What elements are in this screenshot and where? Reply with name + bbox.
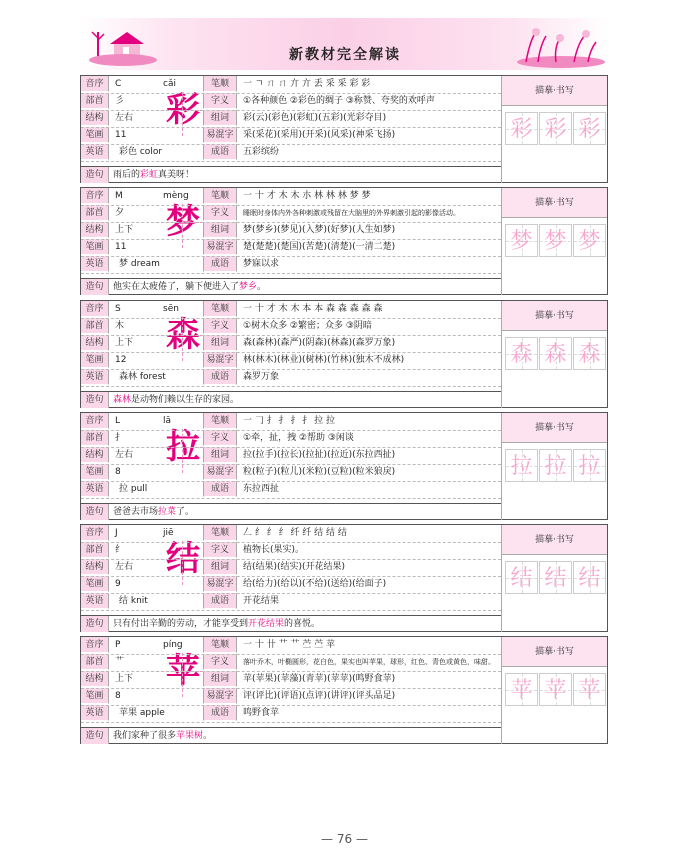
row-separator — [81, 273, 501, 274]
example-sentence-row — [81, 615, 501, 632]
label-bushou: 部首 — [81, 430, 109, 446]
label-bishun: 笔顺 — [203, 525, 237, 541]
tianzi-guide-v — [182, 204, 183, 248]
label-bihua: 笔画 — [81, 127, 109, 143]
trace-practice-cell[interactable] — [539, 673, 572, 706]
row-separator — [81, 386, 501, 387]
jiegou-value: 上下 — [115, 338, 134, 348]
chengyu-value: 五彩缤纷 — [243, 147, 280, 157]
row-separator — [81, 205, 501, 206]
tianzi-guide-v — [182, 429, 183, 473]
bishun-value: 一 十 才 木 木 朩 林 林 林 梦 梦 — [243, 191, 371, 201]
sentence-part: 我们家种了很多 — [113, 731, 177, 741]
label-chengyu: 成语 — [203, 481, 237, 497]
yihunzi-value: 采(采花)(采用)(开采)(风采)(神采飞扬) — [243, 130, 396, 140]
row-separator — [81, 576, 501, 577]
row-separator — [81, 127, 501, 128]
trace-practice-cell[interactable] — [505, 673, 538, 706]
tianzi-guide-v — [182, 317, 183, 361]
label-yinxu: 音序 — [81, 525, 109, 541]
trace-practice-cell[interactable] — [505, 224, 538, 257]
pinyin-value: mèng — [163, 191, 189, 201]
trace-heading: 描摹·书写 — [502, 76, 607, 106]
row-separator — [81, 593, 501, 594]
label-chengyu: 成语 — [203, 705, 237, 721]
trace-character: 彩 — [544, 117, 567, 142]
sentence-part: 了。 — [176, 507, 195, 517]
bishun-value: 一 𠃌 扌 扌 扌 扌 拉 拉 — [243, 416, 336, 426]
chengyu-value: 鸣野食苹 — [243, 708, 280, 718]
sentence-part: 的喜悦。 — [284, 619, 321, 629]
example-sentence — [113, 392, 239, 408]
yinxu-value: C — [115, 79, 122, 89]
label-chengyu: 成语 — [203, 256, 237, 272]
character-entry — [80, 412, 608, 520]
pinyin-value: jiē — [163, 528, 174, 538]
yinxu-value: P — [115, 640, 121, 650]
ziyi-value: 睡眠时身体内外各种刺激或残留在大脑里的外界刺激引起的影像活动。 — [243, 209, 460, 217]
label-zuci: 组词 — [203, 110, 237, 126]
pinyin-value: sēn — [163, 304, 179, 314]
zuci-value: 森(森林)(森严)(阴森)(林森)(森罗万象) — [243, 338, 396, 348]
sentence-part: 他实在太疲倦了，躺下便进入了 — [113, 282, 240, 292]
ziyi-value: 植物长(果实)。 — [243, 545, 305, 555]
sentence-highlight: 拉菜 — [158, 507, 177, 517]
row-separator — [81, 430, 501, 431]
row-separator — [81, 610, 501, 611]
main-character: 森 — [166, 315, 200, 355]
label-jiegou: 结构 — [81, 222, 109, 238]
jiegou-value: 上下 — [115, 674, 134, 684]
label-yingyu: 英语 — [81, 256, 109, 272]
example-sentence-row — [81, 166, 501, 183]
label-yingyu: 英语 — [81, 481, 109, 497]
label-ziyi: 字义 — [203, 542, 237, 558]
bushou-value: 彡 — [115, 96, 125, 106]
trace-practice-cell[interactable] — [573, 449, 606, 482]
label-bushou: 部首 — [81, 542, 109, 558]
zuci-value: 彩(云)(彩色)(彩虹)(五彩)(光彩夺目) — [243, 113, 387, 123]
label-yihunzi: 易混字 — [203, 127, 237, 143]
character-entry — [80, 187, 608, 295]
english-value: 结 knit — [119, 596, 148, 606]
trace-character: 森 — [510, 342, 533, 367]
label-zuci: 组词 — [203, 222, 237, 238]
sentence-part: 。 — [203, 731, 213, 741]
row-separator — [81, 335, 501, 336]
trace-practice-cell[interactable] — [539, 561, 572, 594]
trace-heading: 描摹·书写 — [502, 188, 607, 218]
bihua-value: 11 — [115, 242, 127, 252]
chengyu-value: 开花结果 — [243, 596, 280, 606]
label-zaoju: 造句 — [81, 279, 109, 295]
pinyin-value: lā — [163, 416, 172, 426]
example-sentence-row — [81, 391, 501, 408]
row-separator — [81, 161, 501, 162]
bishun-value: 一 十 卄 艹 艹 苎 苎 苹 — [243, 640, 336, 650]
label-chengyu: 成语 — [203, 369, 237, 385]
label-bihua: 笔画 — [81, 688, 109, 704]
row-separator — [81, 110, 501, 111]
example-sentence — [113, 504, 194, 520]
trace-character: 结 — [544, 566, 567, 591]
label-yinxu: 音序 — [81, 188, 109, 204]
yihunzi-value: 粒(粒子)(粒儿)(米粒)(豆粒)(粒米狼戾) — [243, 467, 396, 477]
label-ziyi: 字义 — [203, 318, 237, 334]
zuci-value: 苹(苹果)(苹藻)(青苹)(苹苹)(鸣野食苹) — [243, 674, 396, 684]
bihua-value: 9 — [115, 579, 121, 589]
row-separator — [81, 654, 501, 655]
sentence-part: 是动物们赖以生存的家园。 — [131, 395, 240, 405]
label-bishun: 笔顺 — [203, 301, 237, 317]
label-bihua: 笔画 — [81, 239, 109, 255]
sentence-part: 爸爸去市场 — [113, 507, 159, 517]
label-yihunzi: 易混字 — [203, 576, 237, 592]
label-yihunzi: 易混字 — [203, 688, 237, 704]
trace-character: 森 — [544, 342, 567, 367]
row-separator — [81, 688, 501, 689]
label-chengyu: 成语 — [203, 144, 237, 160]
trace-character: 苹 — [578, 678, 601, 703]
main-character: 拉 — [166, 427, 200, 467]
label-yingyu: 英语 — [81, 144, 109, 160]
trace-character: 彩 — [578, 117, 601, 142]
bushou-value: 夕 — [115, 208, 125, 218]
label-yingyu: 英语 — [81, 369, 109, 385]
label-bihua: 笔画 — [81, 576, 109, 592]
example-sentence — [113, 728, 212, 744]
yihunzi-value: 林(林木)(林业)(树林)(竹林)(独木不成林) — [243, 355, 405, 365]
ziyi-value: ①各种颜色 ②彩色的绸子 ③称赞、夸奖的欢呼声 — [243, 96, 435, 106]
sentence-highlight: 开花结果 — [248, 619, 285, 629]
row-separator — [81, 722, 501, 723]
sentence-highlight: 梦乡 — [239, 282, 258, 292]
row-separator — [81, 671, 501, 672]
label-jiegou: 结构 — [81, 559, 109, 575]
character-entry — [80, 75, 608, 183]
trace-heading: 描摹·书写 — [502, 637, 607, 667]
label-bushou: 部首 — [81, 654, 109, 670]
yinxu-value: J — [115, 528, 118, 538]
jiegou-value: 左右 — [115, 562, 134, 572]
row-separator — [81, 93, 501, 94]
yinxu-value: L — [115, 416, 121, 426]
trace-practice-cell[interactable] — [539, 337, 572, 370]
tianzi-guide-v — [182, 653, 183, 697]
trace-character: 结 — [578, 566, 601, 591]
label-bishun: 笔顺 — [203, 188, 237, 204]
jiegou-value: 左右 — [115, 113, 134, 123]
yihunzi-value: 评(评比)(评语)(点评)(讲评)(评头品足) — [243, 691, 396, 701]
english-value: 苹果 apple — [119, 708, 165, 718]
label-zuci: 组词 — [203, 671, 237, 687]
label-bishun: 笔顺 — [203, 76, 237, 92]
tianzi-guide-v — [182, 92, 183, 136]
sentence-part: 雨后的 — [113, 170, 141, 180]
chengyu-value: 森罗万象 — [243, 372, 280, 382]
example-sentence — [113, 167, 194, 183]
label-zaoju: 造句 — [81, 504, 109, 520]
row-separator — [81, 222, 501, 223]
label-bihua: 笔画 — [81, 464, 109, 480]
english-value: 拉 pull — [119, 484, 148, 494]
zuci-value: 拉(拉手)(拉长)(拉扯)(拉近)(东拉西扯) — [243, 450, 396, 460]
english-value: 梦 dream — [119, 259, 160, 269]
ziyi-value: ①牵，扯，拽 ②帮助 ③闲谈 — [243, 433, 354, 443]
label-zaoju: 造句 — [81, 728, 109, 744]
bihua-value: 8 — [115, 691, 121, 701]
label-yihunzi: 易混字 — [203, 352, 237, 368]
trace-practice-cell[interactable] — [505, 561, 538, 594]
zuci-value: 梦(梦乡)(梦见)(入梦)(好梦)(人生如梦) — [243, 225, 396, 235]
row-separator — [81, 369, 501, 370]
label-yinxu: 音序 — [81, 76, 109, 92]
trace-character: 苹 — [544, 678, 567, 703]
label-zuci: 组词 — [203, 447, 237, 463]
zuci-value: 结(结果)(结实)(开花结果) — [243, 562, 346, 572]
example-sentence-row — [81, 278, 501, 295]
label-bushou: 部首 — [81, 318, 109, 334]
bihua-value: 8 — [115, 467, 121, 477]
bihua-value: 12 — [115, 355, 127, 365]
row-separator — [81, 239, 501, 240]
trace-heading: 描摹·书写 — [502, 413, 607, 443]
book-title: 新教材完全解读 — [289, 47, 401, 63]
label-bihua: 笔画 — [81, 352, 109, 368]
trace-character: 梦 — [510, 229, 533, 254]
label-yingyu: 英语 — [81, 593, 109, 609]
label-yinxu: 音序 — [81, 413, 109, 429]
bushou-value: 木 — [115, 321, 125, 331]
row-separator — [81, 481, 501, 482]
row-separator — [81, 144, 501, 145]
chengyu-value: 东拉西扯 — [243, 484, 280, 494]
trace-character: 森 — [578, 342, 601, 367]
bihua-value: 11 — [115, 130, 127, 140]
example-sentence — [113, 616, 320, 632]
label-bushou: 部首 — [81, 205, 109, 221]
row-separator — [81, 542, 501, 543]
label-zaoju: 造句 — [81, 392, 109, 408]
row-separator — [81, 559, 501, 560]
trace-character: 苹 — [510, 678, 533, 703]
tianzi-guide-v — [182, 541, 183, 585]
row-separator — [81, 705, 501, 706]
yinxu-value: M — [115, 191, 123, 201]
trace-character: 拉 — [544, 454, 567, 479]
label-bishun: 笔顺 — [203, 413, 237, 429]
label-zaoju: 造句 — [81, 616, 109, 632]
yihunzi-value: 楚(楚楚)(楚国)(苦楚)(清楚)(一清二楚) — [243, 242, 396, 252]
label-yinxu: 音序 — [81, 301, 109, 317]
jiegou-value: 左右 — [115, 450, 134, 460]
trace-practice-cell[interactable] — [539, 449, 572, 482]
bishun-value: 𠃋 纟 纟 纟 纤 纤 结 结 结 — [243, 528, 347, 538]
row-separator — [81, 256, 501, 257]
sentence-highlight: 森林 — [113, 395, 132, 405]
sentence-part: 。 — [257, 282, 267, 292]
character-entry — [80, 636, 608, 744]
sentence-highlight: 彩虹 — [140, 170, 159, 180]
trace-character: 彩 — [510, 117, 533, 142]
character-entry — [80, 524, 608, 632]
label-jiegou: 结构 — [81, 671, 109, 687]
trace-practice-cell[interactable] — [573, 337, 606, 370]
label-yinxu: 音序 — [81, 637, 109, 653]
trace-heading: 描摹·书写 — [502, 525, 607, 555]
sentence-highlight: 苹果树 — [176, 731, 204, 741]
chengyu-value: 梦寐以求 — [243, 259, 280, 269]
label-yihunzi: 易混字 — [203, 464, 237, 480]
trace-practice-cell[interactable] — [573, 673, 606, 706]
main-character: 彩 — [166, 90, 200, 130]
ziyi-value: ①树木众多 ②繁密；众多 ③阴暗 — [243, 321, 372, 331]
pinyin-value: cǎi — [163, 79, 176, 89]
example-sentence — [113, 279, 266, 295]
page-number: — 76 — — [321, 832, 368, 846]
trace-character: 梦 — [544, 229, 567, 254]
sentence-part: 只有付出辛勤的劳动，才能享受到 — [113, 619, 249, 629]
bishun-value: 一 十 才 木 木 本 本 森 森 森 森 森 — [243, 304, 383, 314]
row-separator — [81, 498, 501, 499]
trace-practice-cell[interactable] — [505, 337, 538, 370]
row-separator — [81, 318, 501, 319]
label-yingyu: 英语 — [81, 705, 109, 721]
label-chengyu: 成语 — [203, 593, 237, 609]
label-ziyi: 字义 — [203, 205, 237, 221]
ziyi-value: 落叶乔木，叶椭圆形，花白色，果实也叫苹果，球形，红色、青色或黄色，味甜。 — [243, 658, 495, 666]
trace-heading: 描摹·书写 — [502, 301, 607, 331]
main-character: 结 — [166, 539, 200, 579]
label-jiegou: 结构 — [81, 335, 109, 351]
label-jiegou: 结构 — [81, 447, 109, 463]
label-bishun: 笔顺 — [203, 637, 237, 653]
row-separator — [81, 447, 501, 448]
trace-practice-cell[interactable] — [573, 561, 606, 594]
trace-practice-cell[interactable] — [505, 112, 538, 145]
label-zuci: 组词 — [203, 335, 237, 351]
pinyin-value: píng — [163, 640, 183, 650]
bushou-value: 扌 — [115, 433, 125, 443]
label-bushou: 部首 — [81, 93, 109, 109]
label-zaoju: 造句 — [81, 167, 109, 183]
jiegou-value: 上下 — [115, 225, 134, 235]
bushou-value: 艹 — [115, 657, 125, 667]
trace-practice-cell[interactable] — [539, 112, 572, 145]
label-yihunzi: 易混字 — [203, 239, 237, 255]
character-entry — [80, 300, 608, 408]
english-value: 彩色 color — [119, 147, 163, 157]
trace-character: 结 — [510, 566, 533, 591]
label-ziyi: 字义 — [203, 93, 237, 109]
trace-character: 拉 — [578, 454, 601, 479]
yihunzi-value: 给(给力)(给以)(不给)(送给)(给面子) — [243, 579, 387, 589]
example-sentence-row — [81, 503, 501, 520]
main-character: 苹 — [166, 651, 200, 691]
row-separator — [81, 352, 501, 353]
example-sentence-row — [81, 727, 501, 744]
trace-practice-cell[interactable] — [573, 224, 606, 257]
english-value: 森林 forest — [119, 372, 166, 382]
bushou-value: 纟 — [115, 545, 125, 555]
label-ziyi: 字义 — [203, 654, 237, 670]
bishun-value: 一 ㄱ ㄇ ㄇ 亣 亣 丢 采 采 彩 彩 — [243, 79, 371, 89]
page-header — [80, 18, 610, 70]
yinxu-value: S — [115, 304, 121, 314]
label-ziyi: 字义 — [203, 430, 237, 446]
row-separator — [81, 464, 501, 465]
sentence-part: 真美呀！ — [158, 170, 195, 180]
trace-practice-cell[interactable] — [539, 224, 572, 257]
trace-character: 梦 — [578, 229, 601, 254]
trace-character: 拉 — [510, 454, 533, 479]
trace-practice-cell[interactable] — [573, 112, 606, 145]
main-character: 梦 — [166, 202, 200, 242]
label-jiegou: 结构 — [81, 110, 109, 126]
trace-practice-cell[interactable] — [505, 449, 538, 482]
label-zuci: 组词 — [203, 559, 237, 575]
